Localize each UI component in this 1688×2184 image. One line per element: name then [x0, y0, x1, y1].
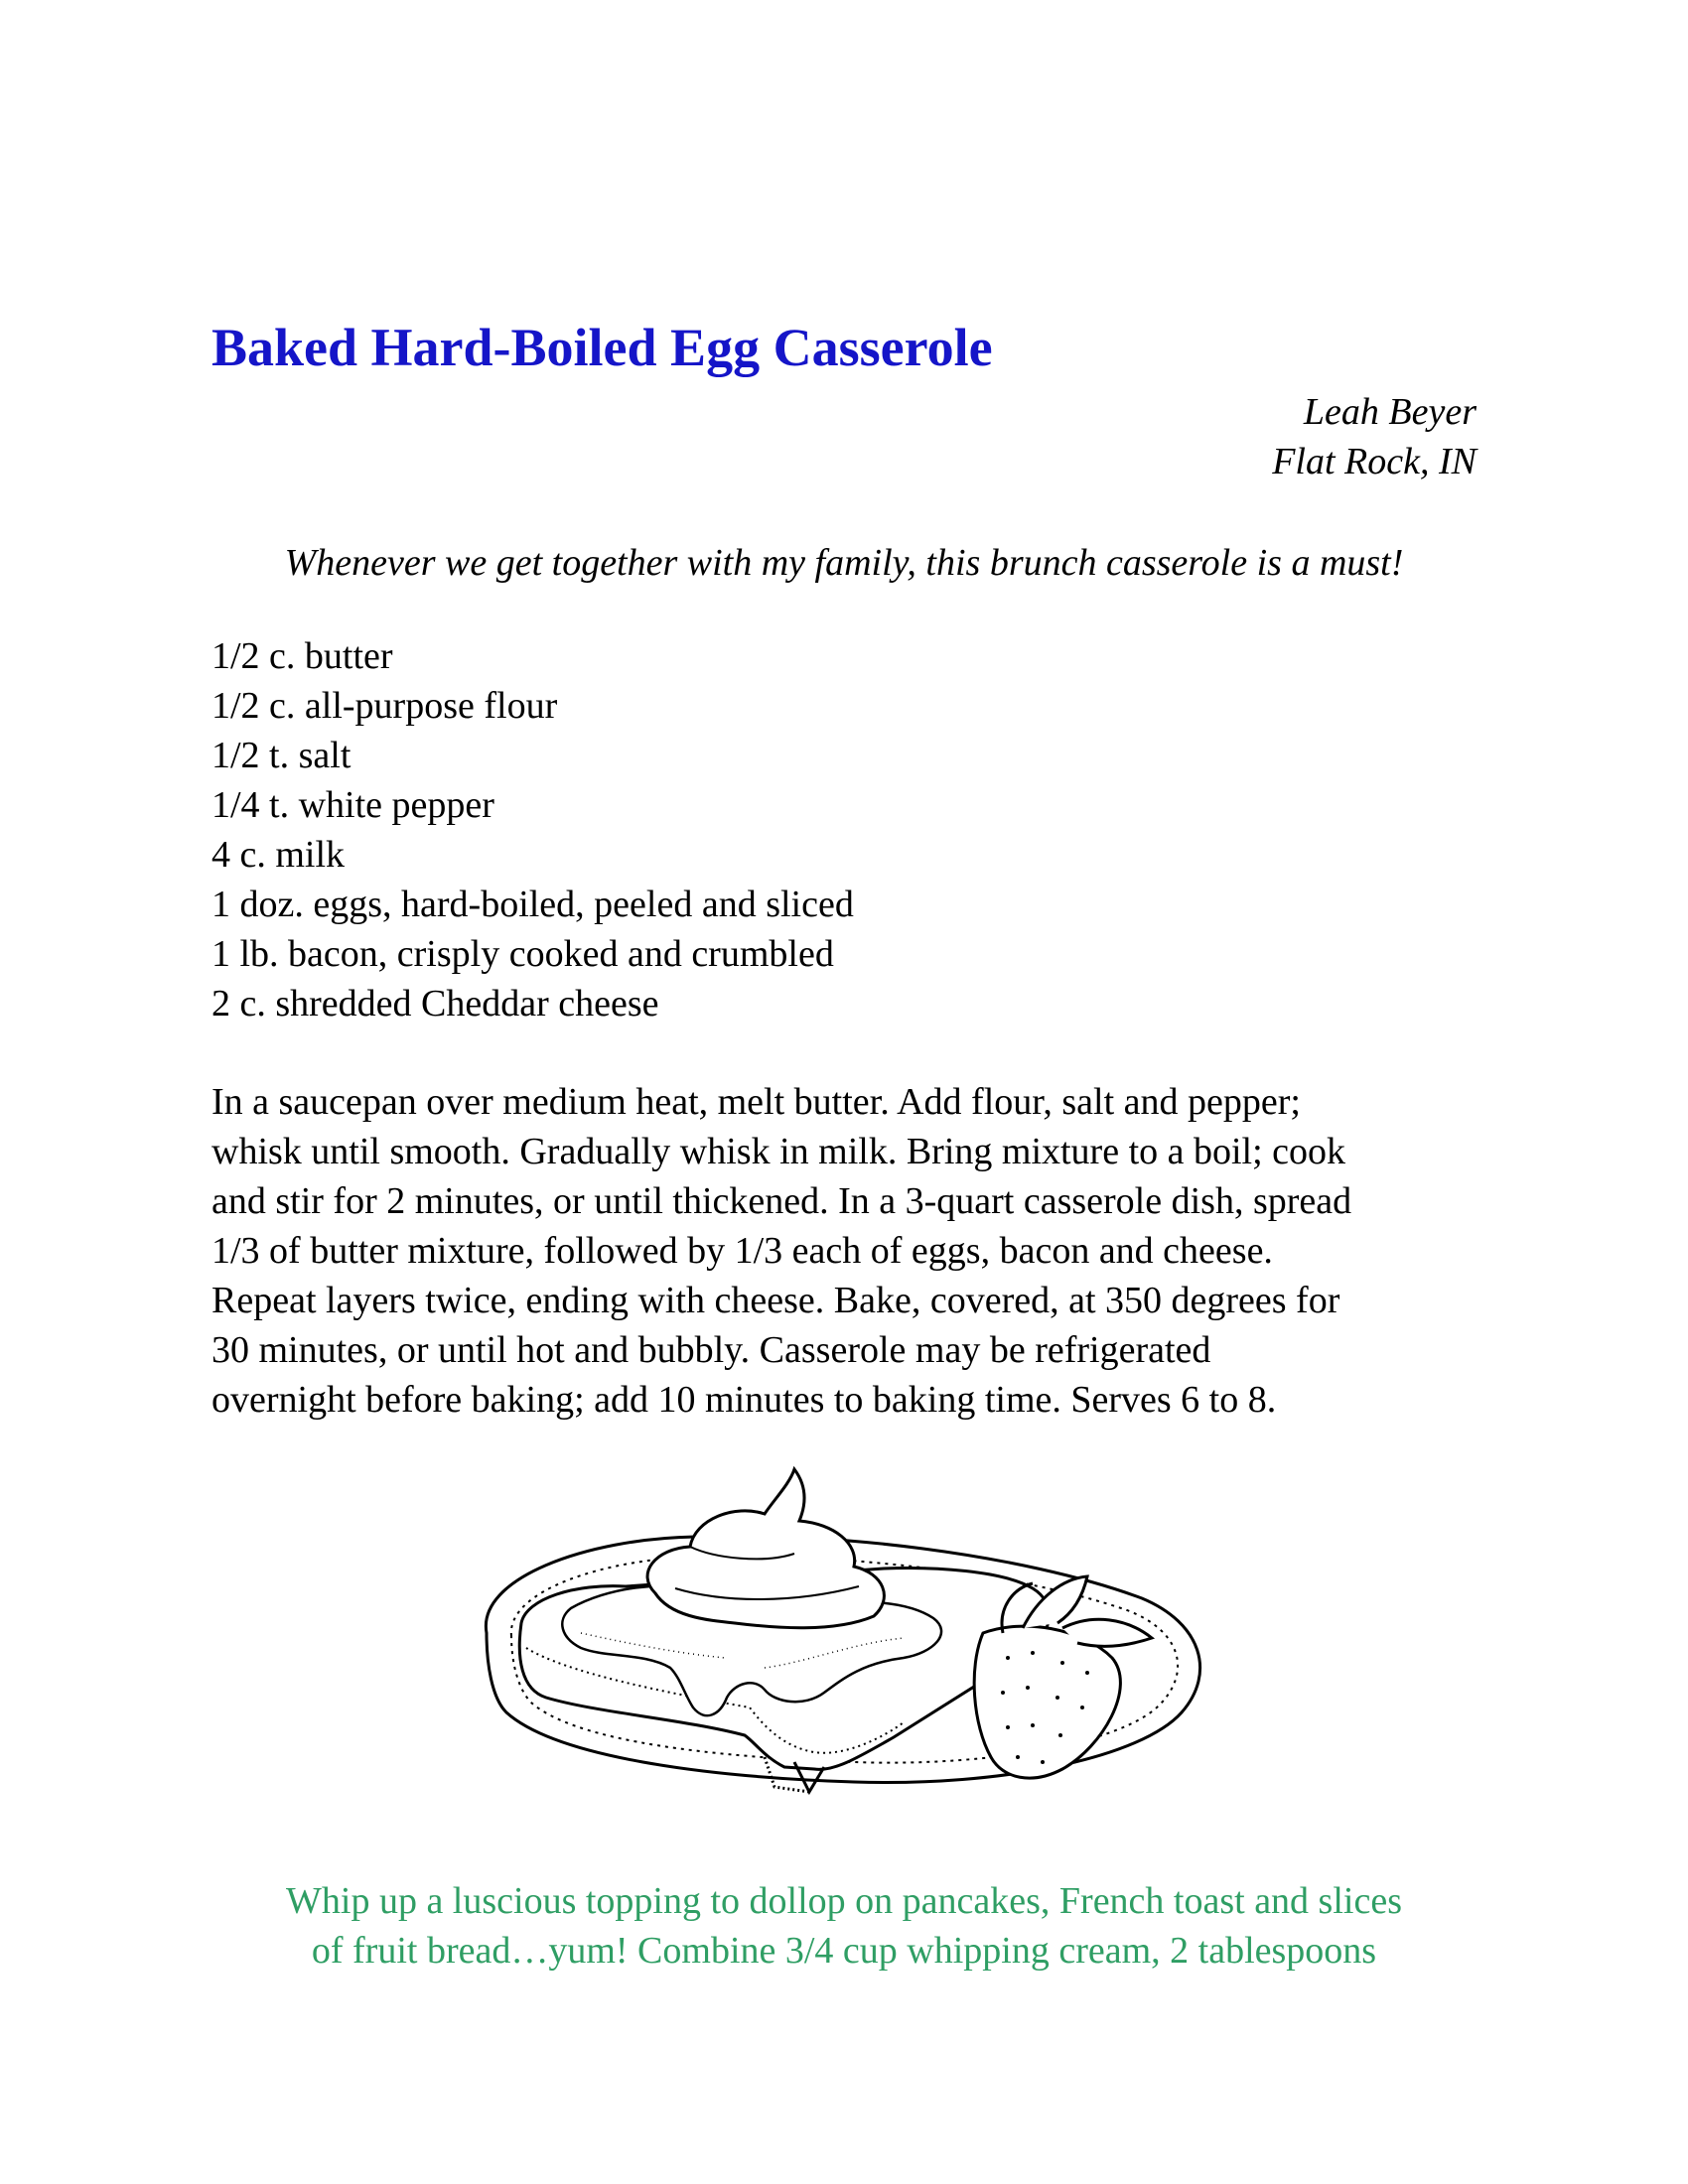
directions-line: In a saucepan over medium heat, melt butter. Add flour, salt and pepper;: [211, 1081, 1301, 1123]
recipe-byline: [1272, 387, 1477, 486]
recipe-title: Baked Hard-Boiled Egg Casserole: [211, 318, 993, 377]
ingredient-item: 1 doz. eggs, hard-boiled, peeled and sliced: [211, 884, 854, 925]
directions-line: overnight before baking; add 10 minutes to baking time. Serves 6 to 8.: [211, 1379, 1277, 1421]
ingredient-item: 1/2 c. butter: [211, 635, 393, 677]
recipe-directions: [211, 1077, 1492, 1425]
ingredient-item: 1/2 c. all-purpose flour: [211, 685, 558, 727]
ingredient-list: [211, 631, 854, 1028]
ingredient-item: 2 c. shredded Cheddar cheese: [211, 983, 659, 1024]
author-location: Flat Rock, IN: [1272, 441, 1477, 482]
tip-line: Whip up a luscious topping to dollop on pancakes, French toast and slices: [286, 1880, 1402, 1922]
directions-line: 30 minutes, or until hot and bubbly. Casserole may be refrigerated: [211, 1329, 1211, 1371]
directions-line: 1/3 of butter mixture, followed by 1/3 each of eggs, bacon and cheese.: [211, 1230, 1273, 1272]
directions-line: whisk until smooth. Gradually whisk in milk. Bring mixture to a boil; cook: [211, 1131, 1346, 1172]
author-name: Leah Beyer: [1303, 391, 1477, 433]
recipe-tip: [211, 1876, 1477, 1976]
recipe-intro: Whenever we get together with my family, this brunch casserole is a must!: [284, 542, 1404, 584]
french-toast-illustration: [467, 1459, 1221, 1837]
directions-line: and stir for 2 minutes, or until thickened. In a 3-quart casserole dish, spread: [211, 1180, 1352, 1222]
whipped-cream-drawing: [647, 1469, 884, 1628]
tip-line: of fruit bread…yum! Combine 3/4 cup whipping cream, 2 tablespoons: [311, 1930, 1377, 1972]
directions-line: Repeat layers twice, ending with cheese. Bake, covered, at 350 degrees for: [211, 1280, 1340, 1321]
ingredient-item: 4 c. milk: [211, 834, 346, 876]
ingredient-item: 1/2 t. salt: [211, 735, 352, 776]
ingredient-item: 1/4 t. white pepper: [211, 784, 494, 826]
ingredient-item: 1 lb. bacon, crisply cooked and crumbled: [211, 933, 834, 975]
